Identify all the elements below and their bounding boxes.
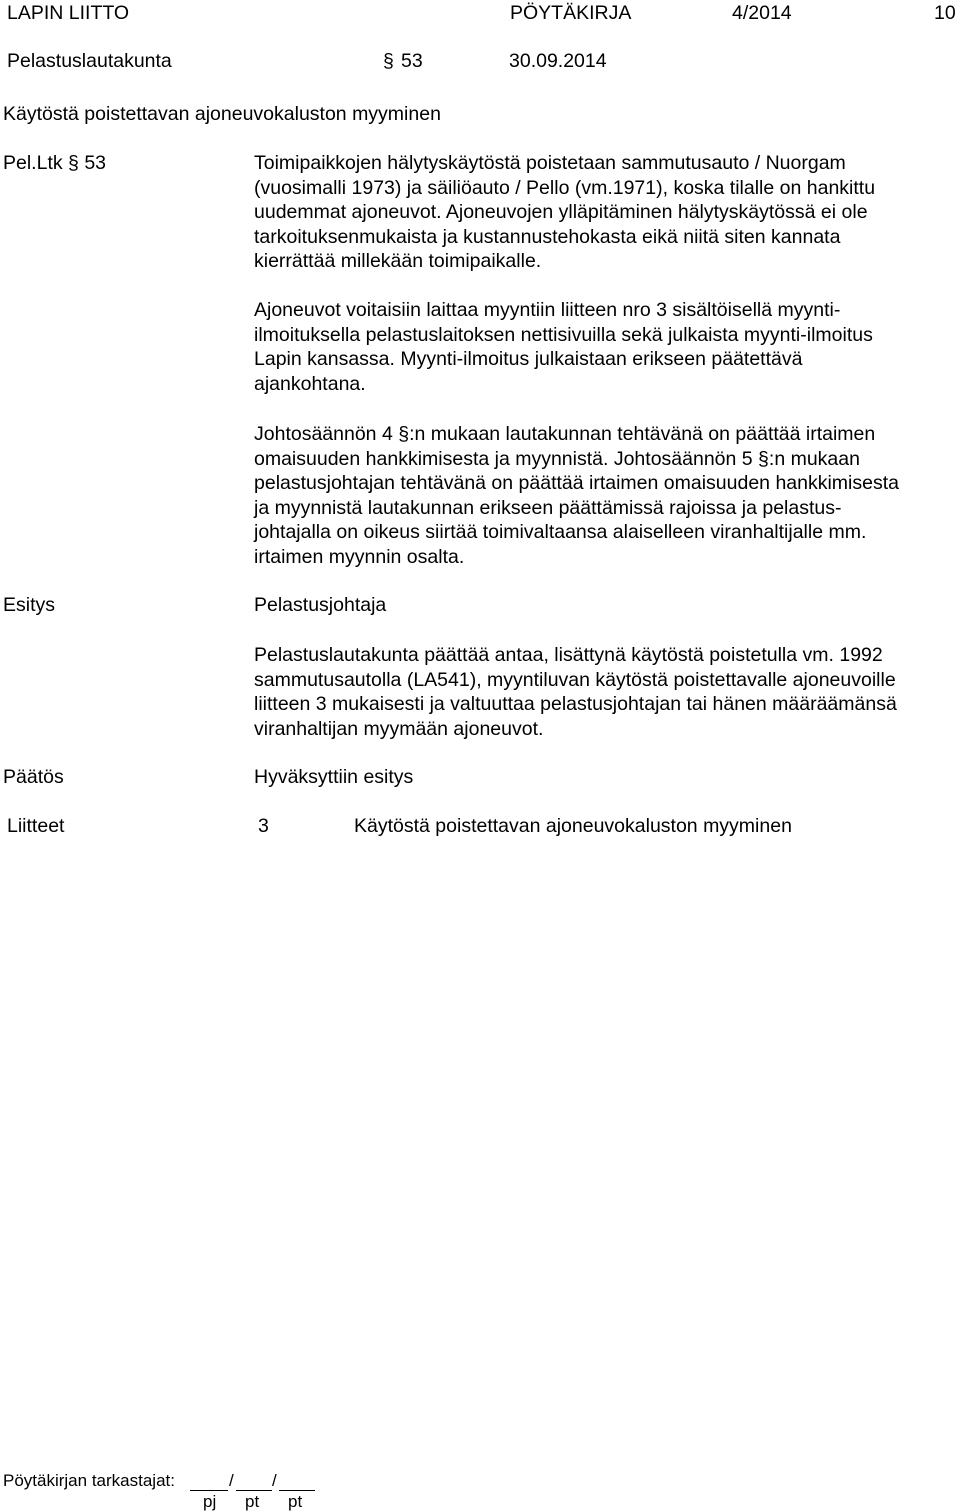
paragraph-line: viranhaltijan myymään ajoneuvot. [254, 717, 544, 740]
paragraph-3 [254, 422, 954, 569]
paragraph-fragment: :n mukaan [768, 447, 860, 470]
paragraph-line: liitteen 3 mukaisesti ja valtuuttaa pelastusjohtajan tai hänen määräämänsä [254, 693, 897, 715]
reference-symbol: § [68, 152, 79, 174]
document-title: Käytöstä poistettavan ajoneuvokaluston myyminen [3, 103, 441, 125]
signature-separator: / [229, 1471, 234, 1490]
paragraph-line: johtajalla on oikeus siirtää toimivaltaansa alaiselleen viranhaltijalle mm. [254, 521, 867, 543]
proposer: Pelastusjohtaja [254, 594, 387, 616]
paragraph-line: sammutusautolla (LA541), myyntiluvan käytöstä poistettavalle ajoneuvoille [254, 668, 896, 691]
section-number: 53 [401, 50, 423, 72]
paragraph-1 [254, 151, 954, 274]
paragraph-line: ja myynnistä lautakunnan erikseen päättämissä rajoissa ja pelastus- [254, 496, 842, 519]
paragraph-line: Toimipaikkojen hälytyskäytöstä poistetaan sammutusauto / Nuorgam [254, 152, 846, 174]
page-number: 10 [934, 2, 956, 24]
initial-pt: pt [245, 1492, 260, 1511]
reference-label [3, 152, 106, 175]
paragraph-line [254, 447, 954, 472]
section-symbol: § [758, 447, 769, 470]
attachment-number: 3 [258, 815, 269, 837]
signature-line [236, 1490, 272, 1491]
paragraph-line: tarkoituksenmukaista ja kustannustehokasta eikä niitä siten kannata [254, 225, 841, 248]
attachment-title: Käytöstä poistettavan ajoneuvokaluston myyminen [354, 815, 792, 837]
decision-text: Hyväksyttiin esitys [254, 766, 414, 788]
paragraph-line: irtaimen myynnin osalta. [254, 545, 465, 568]
doc-number: 4/2014 [732, 2, 792, 24]
meeting-date: 30.09.2014 [509, 50, 607, 72]
paragraph-line: kierrättää millekään toimipaikalle. [254, 250, 542, 272]
signature-line [279, 1490, 315, 1491]
decision-label: Päätös [3, 766, 64, 788]
paragraph-line: uudemmat ajoneuvot. Ajoneuvojen ylläpitäminen hälytyskäytössä ei ole [254, 201, 868, 223]
reference-number: 53 [84, 152, 107, 174]
paragraph-line: pelastusjohtajan tehtävänä on päättää irtaimen omaisuuden hankkimisesta [254, 472, 899, 494]
board-name: Pelastuslautakunta [7, 50, 172, 72]
paragraph-fragment: omaisuuden hankkimisesta ja myynnistä. Johtosäännön 5 [254, 447, 753, 470]
section-symbol: § [383, 50, 394, 72]
reference-board: Pel.Ltk [3, 152, 63, 174]
paragraph-line: Ajoneuvot voitaisiin laittaa myyntiin liitteen nro 3 sisältöisellä myynti- [254, 299, 841, 321]
proposal-label: Esitys [3, 594, 56, 616]
paragraph-line: (vuosimalli 1973) ja säiliöauto / Pello (vm.1971), koska tilalle on hankittu [254, 176, 876, 199]
initial-pt: pt [288, 1492, 303, 1511]
paragraph-line: Lapin kansassa. Myynti-ilmoitus julkaistaan erikseen päätettävä [254, 348, 803, 370]
paragraph-line: ilmoituksella pelastuslaitoksen nettisivuilla sekä julkaista myynti-ilmoitus [254, 323, 873, 346]
paragraph-line [254, 422, 954, 447]
proposal-text [254, 643, 954, 741]
paragraph-line: Pelastuslautakunta päättää antaa, lisättynä käytöstä poistetulla vm. 1992 [254, 644, 883, 666]
reviewers-label: Pöytäkirjan tarkastajat: [3, 1471, 175, 1490]
paragraph-line: ajankohtana. [254, 372, 366, 395]
paragraph-fragment: Johtosäännön 4 [254, 423, 393, 445]
initial-pj: pj [203, 1492, 217, 1511]
paragraph-fragment: :n mukaan lautakunnan tehtävänä on päättää irtaimen [409, 423, 876, 445]
signature-line [190, 1490, 228, 1491]
attachments-label: Liitteet [7, 815, 65, 837]
org-name: LAPIN LIITTO [7, 2, 130, 24]
paragraph-2 [254, 298, 954, 396]
section-symbol: § [398, 423, 410, 445]
doc-type: PÖYTÄKIRJA [510, 2, 632, 24]
signature-separator: / [272, 1471, 277, 1490]
